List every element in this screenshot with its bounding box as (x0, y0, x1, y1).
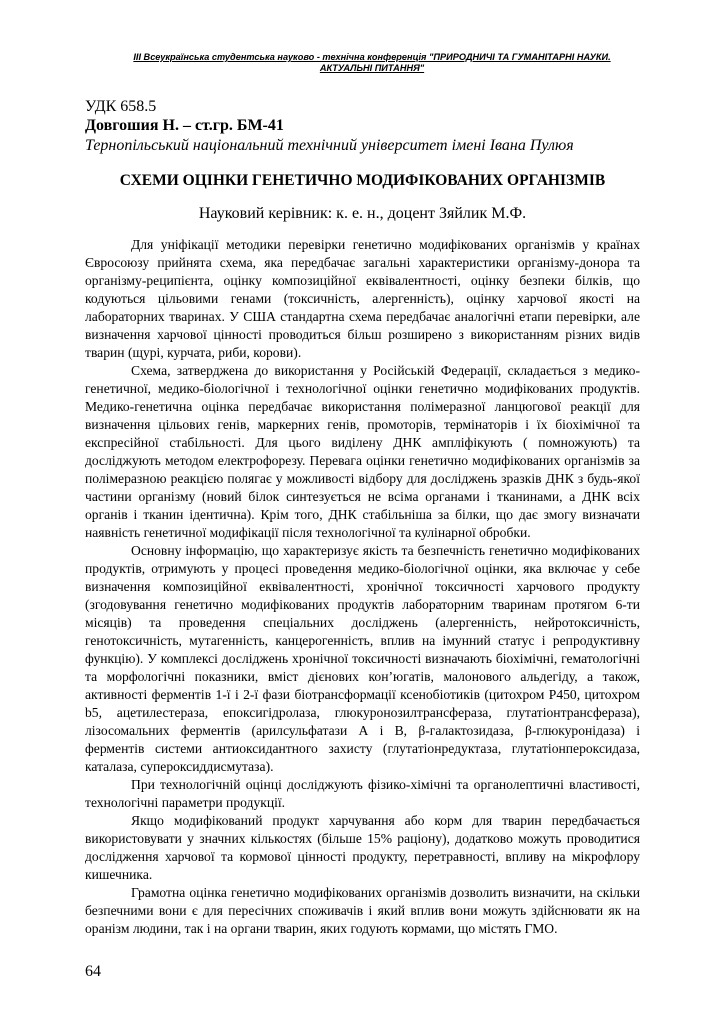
paragraph: Основну інформацію, що характеризує якість та безпечність генетично модифікованих продуктів, отримують у процесі проведення медико-біологічної оцінки, яка включає у себе визначення композиційної еквівалентності, хронічної токсичності харчового продукту (згодовування генетично модифікованих продуктів лабораторним тваринам протягом 6-ти місяців) та проведення спеціальних досліджень (алергенність, нейротоксичність, генотоксичність, мутагенність, канцерогенність, вплив на імунний статус і репродуктивну функцію). У комплексі досліджень хронічної токсичності визначають біохімічні, гематологічні та морфологічні показники, вміст дієнових кон’югатів, малонового альдегіду, а також, активності ферментів 1-ї і 2-ї фази біотрансформації ксенобіотиків (цитохром Р450, цитохром b5, ацетилестераза, епоксигідролаза, глюкуронозилтрансфераза, глутатіонтрансфераза), лізосомальних ферментів (арилсульфатази А і В, β-галактозидаза, β-глюкуронідаза) і ферментів системи антиоксидантного захисту (глутатіонредуктаза, глутатіонпероксидаза, каталаза, супероксиддисмутаза). (85, 543, 640, 774)
conference-header-line-1: III Всеукраїнська студентська науково - технічна конференція "ПРИРОДНИЧІ ТА ГУМАНІТАРНІ НАУКИ. (133, 52, 611, 62)
paragraph: Грамотна оцінка генетично модифікованих організмів дозволить визначити, на скільки безпечними вони є для пересічних споживачів і який вплив вони можуть здійснювати як на оранізм людини, так і на органи тварин, яких годують кормами, що містять ГМО. (85, 885, 640, 936)
paragraph: Схема, затверджена до використання у Російській Федерації, складається з медико-генетичної, медико-біологічної і технологічної оцінки генетично модифікованих продуктів. Медико-генетична оцінка передбачає використання полімеразної ланцюгової реакції для визначення цільових генів, маркерних генів, промоторів, термінаторів і їх біохімічної та експресійної стабільності. Для цього виділену ДНК ампліфікують ( помножують) та досліджують методом електрофорезу. Перевага оцінки генетично модифікованих організмів за полімеразною реакцією полягає у можливості відбору для досліджень зразків ДНК з будь-якої частини організму (новий білок синтезується не всіма органами і тканинами, а ДНК всіх органів і тканин ідентична). Крім того, ДНК стабільніша за білки, що дає змогу визначати наявність генетичної модифікації після технологічної та кулінарної обробки. (85, 363, 640, 540)
paragraph: Якщо модифікований продукт харчування або корм для тварин передбачається використовувати у значних кількостях (більше 15% раціону), додатково можуть проводитися дослідження харчової та кормової цінності продукту, перетравності, впливу на мікрофлору кишечника. (85, 813, 640, 882)
paragraph: Для уніфікації методики перевірки генетично модифікованих організмів у країнах Євросоюзу прийнята схема, яка передбачає загальні характеристики організму-донора та організму-реципієнта, оцінку композиційної еквівалентності, оцінку безпеки білків, що кодуються цільовими генами (токсичність, алергенність), оцінку харчової якості на лабораторних тваринах. У США стандартна схема передбачає аналогічні етапи перевірки, але визначення харчової цінності проводиться більш розширено з використанням різних видів тварин (щурі, курчата, риби, корови). (85, 237, 640, 360)
conference-header (80, 52, 664, 74)
author-line: Довгошия Н. – ст.гр. БМ-41 (85, 117, 284, 134)
institution-line: Тернопільський національний технічний університет імені Івана Пулюя (85, 137, 574, 154)
conference-header-line-2: АКТУАЛЬНІ ПИТАННЯ" (319, 63, 425, 73)
paragraph: При технологічній оцінці досліджують фізико-хімічні та органолептичні властивості, технологічні параметри продукції. (85, 777, 640, 810)
body-text (85, 236, 640, 938)
udk-code: УДК 658.5 (85, 98, 157, 115)
page-number: 64 (85, 963, 101, 980)
scientific-advisor: Науковий керівник: к. е. н., доцент Зяйлик М.Ф. (198, 205, 527, 222)
paper-title: СХЕМИ ОЦІНКИ ГЕНЕТИЧНО МОДИФІКОВАНИХ ОРГАНІЗМІВ (119, 172, 606, 189)
